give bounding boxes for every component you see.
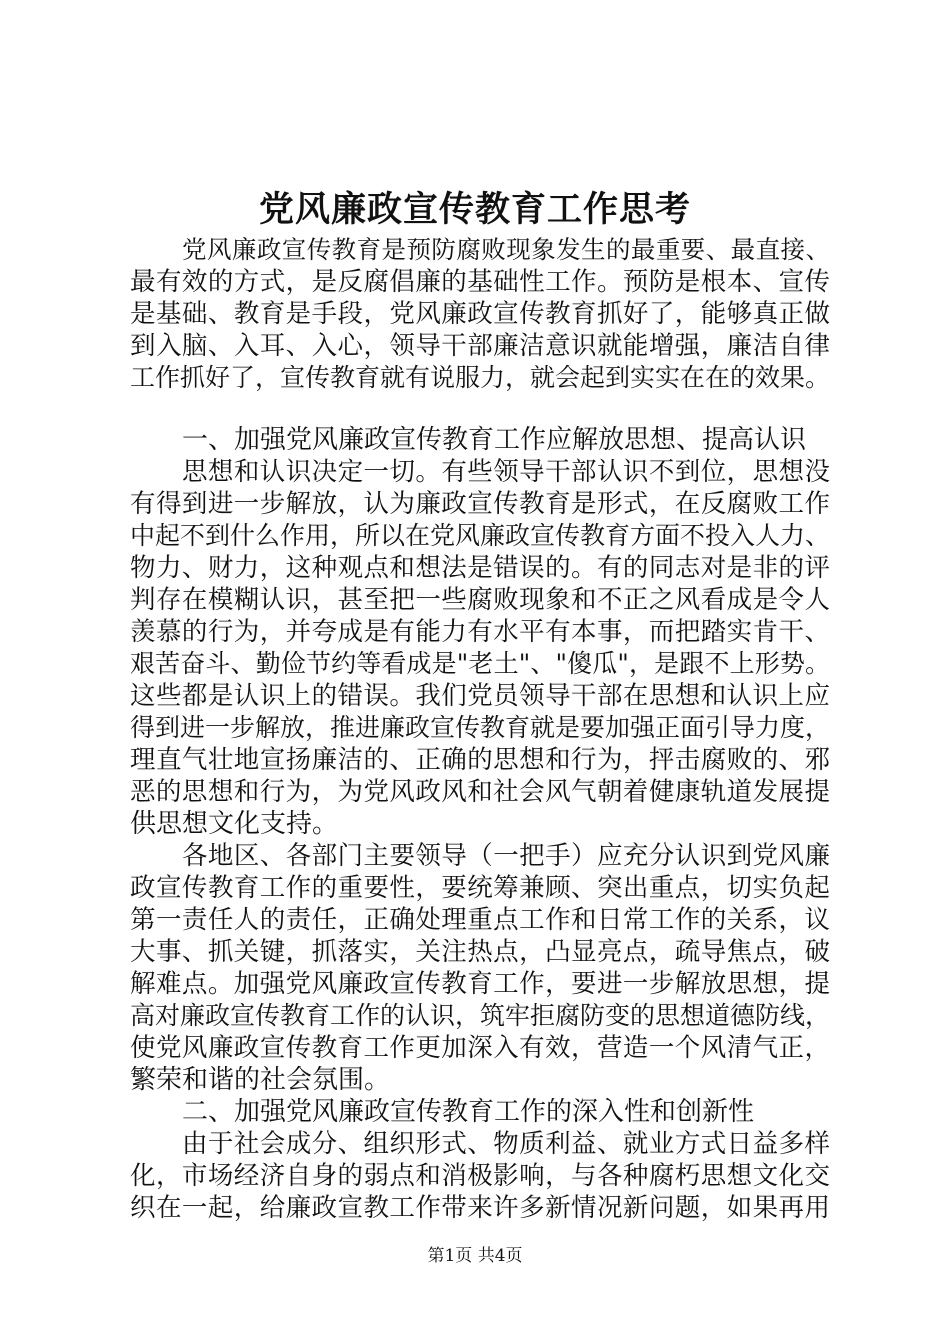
text-line: 得到进一步解放，推进廉政宣传教育就是要加强正面引导力度， <box>130 713 831 742</box>
body-paragraph <box>130 1128 830 1224</box>
text-line: 判存在模糊认识，甚至把一些腐败现象和不正之风看成是令人 <box>130 585 830 615</box>
text-line: 理直气壮地宣扬廉洁的、正确的思想和行为，抨击腐败的、邪 <box>130 745 830 775</box>
text-line: 是基础、教育是手段，党风廉政宣传教育抓好了，能够真正做 <box>130 299 830 329</box>
text-line: 由于社会成分、组织形式、物质利益、就业方式日益多样 <box>182 1129 830 1159</box>
text-line: 艰苦奋斗、勤俭节约等看成是"老土"、"傻瓜"，是跟不上形势。 <box>130 649 830 678</box>
text-line: 中起不到什么作用，所以在党风廉政宣传教育方面不投入人力、 <box>130 521 831 550</box>
body-paragraph <box>130 840 830 1096</box>
text-line: 化，市场经济自身的弱点和消极影响，与各种腐朽思想文化交 <box>130 1161 830 1191</box>
text-line: 这些都是认识上的错误。我们党员领导干部在思想和认识上应 <box>130 681 830 711</box>
document-body <box>130 234 830 1224</box>
text-line: 解难点。加强党风廉政宣传教育工作，要进一步解放思想，提 <box>130 969 830 999</box>
text-line: 羡慕的行为，并夸成是有能力有水平有本事，而把踏实肯干、 <box>130 617 830 647</box>
text-line: 使党风廉政宣传教育工作更加深入有效，营造一个风清气正， <box>130 1033 830 1063</box>
document-title: 党风廉政宣传教育工作思考 <box>258 189 691 230</box>
text-line: 第一责任人的责任，正确处理重点工作和日常工作的关系，议 <box>130 905 830 935</box>
text-line: 政宣传教育工作的重要性，要统筹兼顾、突出重点，切实负起 <box>130 873 830 903</box>
text-line: 最有效的方式，是反腐倡廉的基础性工作。预防是根本、宣传 <box>130 267 830 297</box>
text-line: 大事、抓关键，抓落实，关注热点，凸显亮点，疏导焦点，破 <box>130 937 830 967</box>
section-heading: 二、加强党风廉政宣传教育工作的深入性和创新性 <box>182 1097 755 1127</box>
text-line: 恶的思想和行为，为党风政风和社会风气朝着健康轨道发展提 <box>130 777 830 807</box>
text-line: 高对廉政宣传教育工作的认识，筑牢拒腐防变的思想道德防线， <box>130 1001 831 1030</box>
text-line: 党风廉政宣传教育是预防腐败现象发生的最重要、最直接、 <box>182 235 830 264</box>
text-line: 繁荣和谐的社会氛围。 <box>130 1065 391 1095</box>
text-line: 物力、财力，这种观点和想法是错误的。有的同志对是非的评 <box>130 553 830 583</box>
text-line: 思想和认识决定一切。有些领导干部认识不到位，思想没 <box>182 457 830 487</box>
paragraph-spacer <box>130 394 830 424</box>
text-line: 织在一起，给廉政宣教工作带来许多新情况新问题，如果再用 <box>130 1193 830 1223</box>
section-heading: 一、加强党风廉政宣传教育工作应解放思想、提高认识 <box>182 425 807 455</box>
text-line: 工作抓好了，宣传教育就有说服力，就会起到实实在在的效果。 <box>130 363 831 392</box>
page-footer: 第1页 共4页 <box>427 1246 523 1266</box>
text-line: 各地区、各部门主要领导（一把手）应充分认识到党风廉 <box>182 841 830 871</box>
body-paragraph <box>130 456 830 840</box>
text-line: 有得到进一步解放，认为廉政宣传教育是形式，在反腐败工作 <box>130 489 830 519</box>
text-line: 到入脑、入耳、入心，领导干部廉洁意识就能增强，廉洁自律 <box>130 331 830 361</box>
intro-paragraph <box>130 234 830 394</box>
text-line: 供思想文化支持。 <box>130 809 339 839</box>
